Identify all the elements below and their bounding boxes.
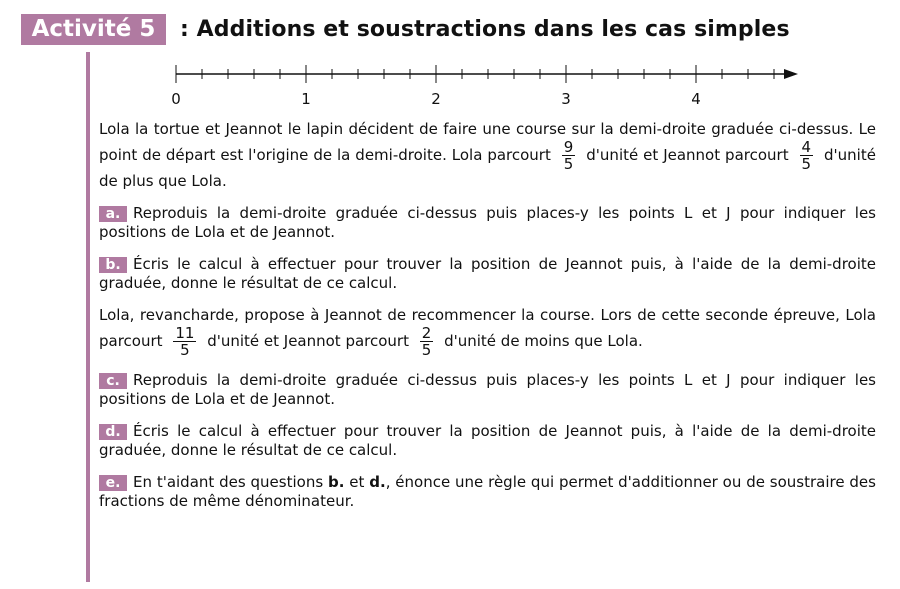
second-text-3: d'unité de moins que Lola. bbox=[444, 332, 643, 350]
question-e bbox=[99, 473, 876, 511]
tick-label-0: 0 bbox=[171, 90, 181, 108]
second-race-paragraph bbox=[99, 306, 876, 358]
activity-title: : Additions et soustractions dans les cas simples bbox=[180, 16, 790, 42]
fraction-9-5 bbox=[562, 139, 576, 172]
question-e-text-1: En t'aidant des questions bbox=[133, 473, 324, 491]
question-label-c: c. bbox=[99, 373, 127, 389]
question-a-text: Reproduis la demi-droite graduée ci-dessus puis places-y les points L et J pour indiquer les positions de Lola et de Jeannot. bbox=[99, 204, 876, 241]
exercise-content bbox=[99, 120, 876, 511]
fraction-denominator: 5 bbox=[421, 341, 432, 359]
fraction-numerator: 2 bbox=[421, 324, 432, 342]
question-c bbox=[99, 371, 876, 409]
question-b-text: Écris le calcul à effectuer pour trouver la position de Jeannot puis, à l'aide de la demi-droite graduée, donne le résultat de ce calcul. bbox=[99, 255, 876, 292]
tick-label-1: 1 bbox=[301, 90, 311, 108]
question-c-text: Reproduis la demi-droite graduée ci-dessus puis places-y les points L et J pour indiquer les positions de Lola et de Jeannot. bbox=[99, 371, 876, 408]
fraction-4-5 bbox=[800, 139, 814, 172]
intro-text-3: Jeannot parcourt bbox=[663, 146, 789, 164]
fraction-numerator: 4 bbox=[801, 138, 812, 156]
second-text-2: d'unité et Jeannot parcourt bbox=[207, 332, 409, 350]
fraction-denominator: 5 bbox=[801, 155, 812, 173]
question-e-text-3: , énonce une règle qui permet d'additionner ou de soustraire des fractions de même dénominateur. bbox=[99, 473, 876, 510]
question-e-text-2: et bbox=[349, 473, 365, 491]
tick-label-3: 3 bbox=[561, 90, 571, 108]
activity-header bbox=[21, 13, 790, 45]
question-d bbox=[99, 422, 876, 460]
intro-text-1: Lola la tortue et Jeannot le lapin décident de faire une course sur la demi-droite graduée ci-dessus. Le point de départ est l'origine de la demi-droite. Lola parcourt bbox=[99, 120, 876, 164]
intro-text-2: d'unité et bbox=[586, 146, 659, 164]
tick-label-4: 4 bbox=[691, 90, 701, 108]
number-line bbox=[150, 58, 810, 110]
fraction-numerator: 11 bbox=[175, 324, 195, 342]
question-label-d: d. bbox=[99, 424, 127, 440]
intro-text-4: d'unité de plus que Lola. bbox=[99, 146, 876, 190]
question-label-e: e. bbox=[99, 475, 127, 491]
fraction-2-5 bbox=[420, 325, 434, 358]
question-a bbox=[99, 204, 876, 242]
fraction-denominator: 5 bbox=[563, 155, 574, 173]
question-label-a: a. bbox=[99, 206, 127, 222]
number-line-arrow bbox=[784, 69, 798, 79]
second-text-1: Lola, revancharde, propose à Jeannot de recommencer la course. Lors de cette seconde épreuve, Lola parcourt bbox=[99, 306, 876, 350]
fraction-11-5 bbox=[173, 325, 196, 358]
fraction-numerator: 9 bbox=[563, 138, 574, 156]
question-d-text: Écris le calcul à effectuer pour trouver la position de Jeannot puis, à l'aide de la demi-droite graduée, donne le résultat de ce calcul. bbox=[99, 422, 876, 459]
question-e-ref-d: d. bbox=[369, 473, 386, 491]
intro-paragraph bbox=[99, 120, 876, 191]
question-b bbox=[99, 255, 876, 293]
activity-badge: Activité 5 bbox=[21, 14, 166, 45]
tick-label-2: 2 bbox=[431, 90, 441, 108]
question-label-b: b. bbox=[99, 257, 127, 273]
question-e-ref-b: b. bbox=[328, 473, 345, 491]
left-accent-bar bbox=[86, 52, 90, 582]
fraction-denominator: 5 bbox=[180, 341, 190, 359]
